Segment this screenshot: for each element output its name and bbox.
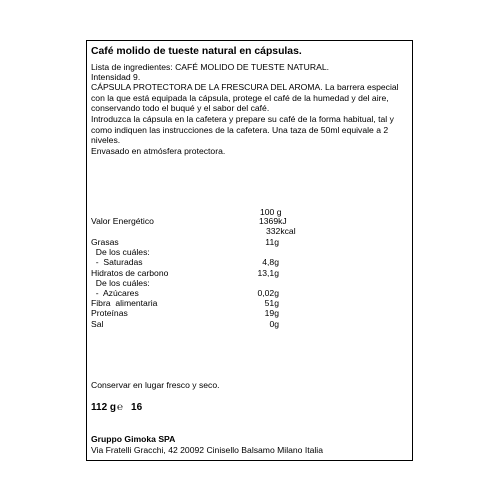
nutrition-row-value: 13,1g xyxy=(257,267,279,278)
energy-label: Valor Energético xyxy=(91,216,154,226)
net-weight: 112 g xyxy=(91,402,117,413)
nutrition-row-label: Fibra alimentaria xyxy=(91,298,158,309)
nutrition-row-label: De los cuáles: xyxy=(91,247,150,258)
capsule-description: CÁPSULA PROTECTORA DE LA FRESCURA DEL AROMA. La barrera especial con la que está equipada la cápsula, protege el café de la humedad y del aire, conservando todo el buqué y el sabor del café. xyxy=(91,82,399,113)
packaging-note: Envasado en atmósfera protectora. xyxy=(91,146,226,156)
nutrition-header: 100 g xyxy=(260,207,282,217)
nutrition-row-value: 0,02g xyxy=(257,288,279,298)
nutrition-row-value: 11g xyxy=(265,237,279,247)
storage-text: Conservar en lugar fresco y seco. xyxy=(91,380,220,390)
ingredients-text: Lista de ingredientes: CAFÉ MOLIDO DE TUESTE NATURAL. xyxy=(91,62,329,72)
nutrition-row-label: Grasas xyxy=(91,237,119,247)
nutrition-row-label: Hidratos de carbono xyxy=(91,267,169,278)
nutrition-row-value: 4,8g xyxy=(262,257,279,268)
nutrition-row-value: 19g xyxy=(264,308,279,319)
nutrition-row-value: 51g xyxy=(264,298,279,309)
product-label-frame xyxy=(86,40,413,461)
estimated-sign-icon: ℮ xyxy=(117,402,124,413)
nutrition-row-value: 0g xyxy=(269,318,279,329)
nutrition-row-label: De los cuáles: xyxy=(91,277,150,288)
nutrition-row-label: Sal xyxy=(91,318,104,329)
preparation-instructions: Introduzca la cápsula en la cafetera y prepare su café de la forma habitual, tal y como indiquen las instrucciones de la cafetera. Una taza de 50ml equivale a 2 niveles. xyxy=(91,114,394,145)
weight-line xyxy=(91,403,142,413)
energy-kcal: 332kcal xyxy=(266,226,296,236)
capsule-count: 16 xyxy=(131,402,143,413)
nutrition-row-label: Proteínas xyxy=(91,308,128,319)
nutrition-row-label: - Azúcares xyxy=(91,288,139,298)
energy-kj: 1369kJ xyxy=(259,216,287,226)
intensity-text: Intensidad 9. xyxy=(91,72,141,82)
nutrition-row-label: - Saturadas xyxy=(91,257,143,268)
company-address: Via Fratelli Gracchi, 42 20092 Cinisello Balsamo Milano Italia xyxy=(91,445,323,455)
product-title: Café molido de tueste natural en cápsulas. xyxy=(91,46,302,57)
company-name: Gruppo Gimoka SPA xyxy=(91,434,176,444)
